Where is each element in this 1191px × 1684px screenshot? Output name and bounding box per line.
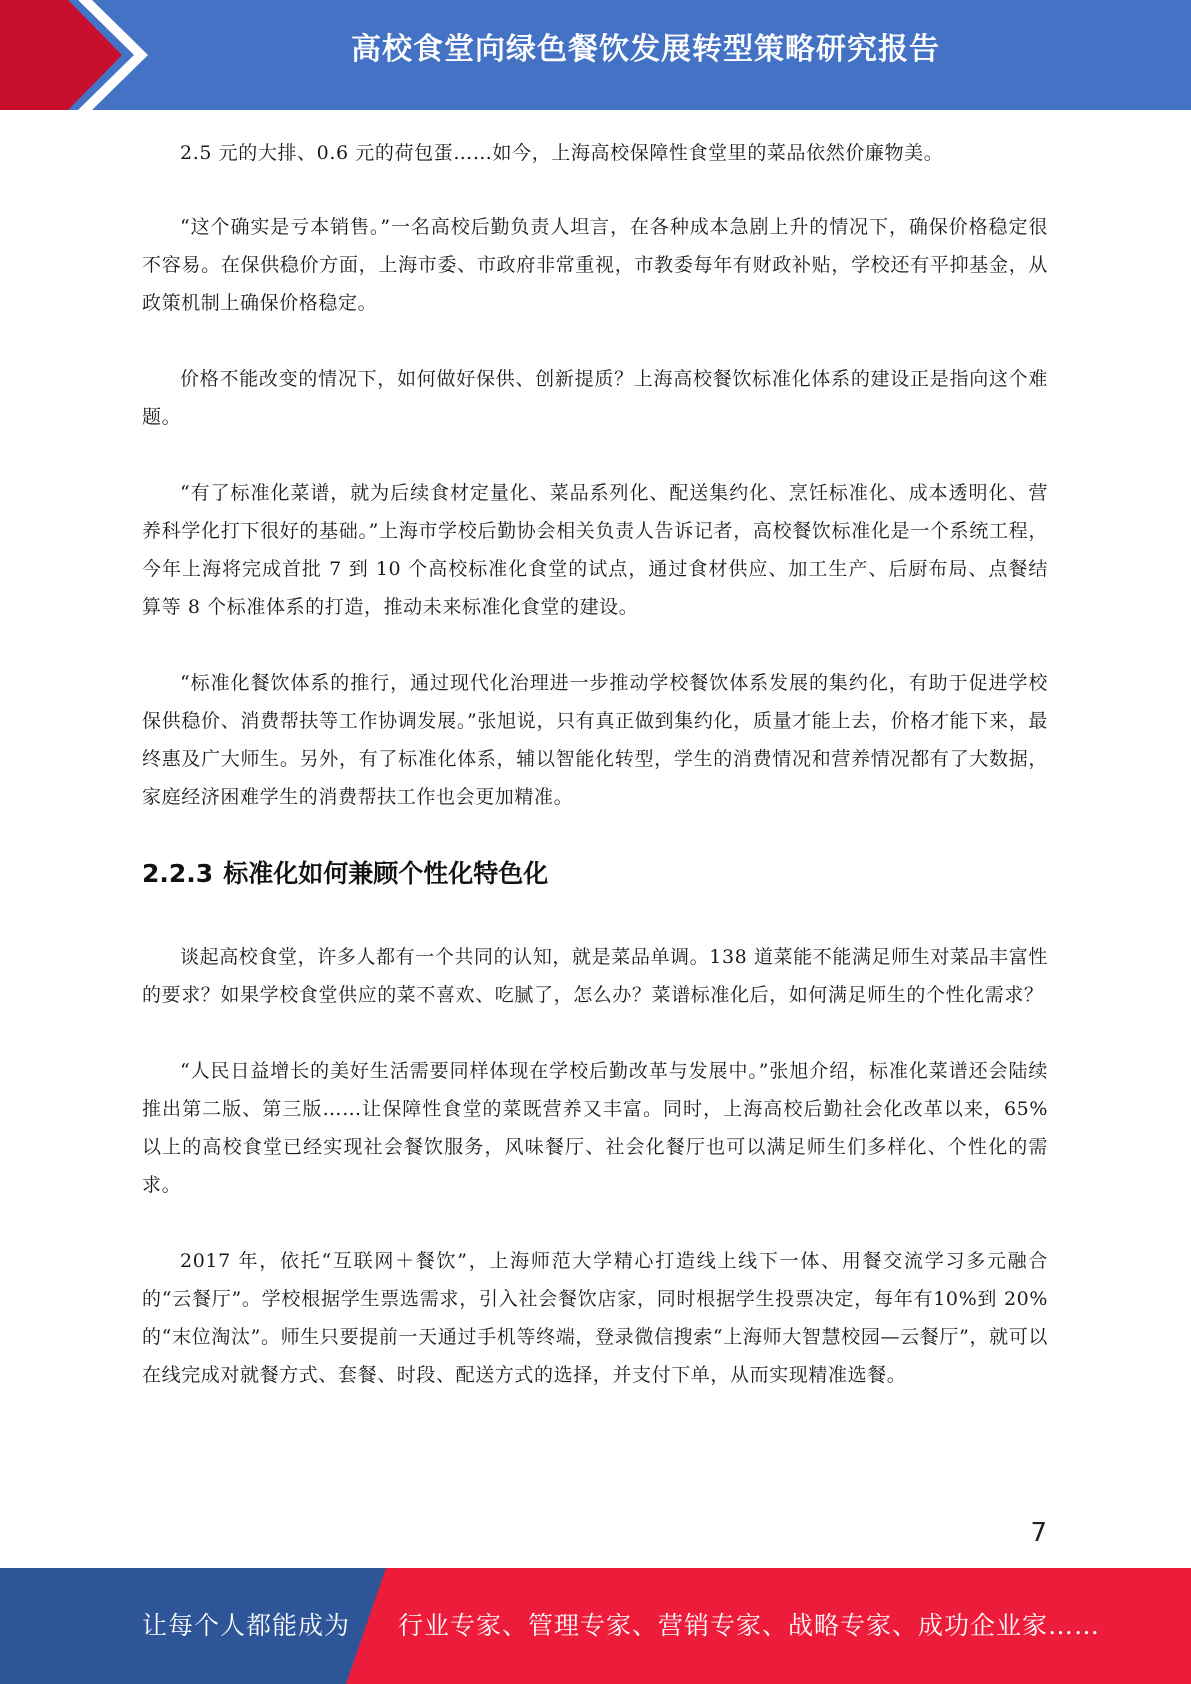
section-title: 标准化如何兼顾个性化特色化 — [223, 859, 549, 888]
paragraph: 谈起高校食堂，许多人都有一个共同的认知，就是菜品单调。138 道菜能不能满足师生对菜品丰富性的要求？如果学校食堂供应的菜不喜欢、吃腻了，怎么办？菜谱标准化后，如何满足师生的个性化需求？ — [142, 946, 1048, 1006]
page-number: 7 — [1030, 1518, 1047, 1548]
section-number: 2.2.3 — [142, 859, 214, 888]
paragraph: 2.5 元的大排、0.6 元的荷包蛋……如今，上海高校保障性食堂里的菜品依然价廉物美。 — [180, 142, 944, 164]
footer-slogan-right: 行业专家、管理专家、营销专家、战略专家、成功企业家…… — [398, 1611, 1101, 1640]
paragraph: “这个确实是亏本销售。”一名高校后勤负责人坦言，在各种成本急剧上升的情况下，确保价格稳定很不容易。在保供稳价方面，上海市委、市政府非常重视，市教委每年有财政补贴，学校还有平抑基金，从政策机制上确保价格稳定。 — [142, 216, 1048, 314]
report-title: 高校食堂向绿色餐饮发展转型策略研究报告 — [351, 32, 940, 67]
paragraph: “标准化餐饮体系的推行，通过现代化治理进一步推动学校餐饮体系发展的集约化，有助于促进学校保供稳价、消费帮扶等工作协调发展。”张旭说，只有真正做到集约化，质量才能上去，价格才能下来，最终惠及广大师生。另外，有了标准化体系，辅以智能化转型，学生的消费情况和营养情况都有了大数据，家庭经济困难学生的消费帮扶工作也会更加精准。 — [142, 672, 1048, 808]
paragraph: 价格不能改变的情况下，如何做好保供、创新提质？上海高校餐饮标准化体系的建设正是指向这个难题。 — [142, 368, 1048, 428]
header-arrow-decoration — [0, 0, 150, 110]
section-heading — [142, 854, 1048, 894]
page-footer — [0, 1568, 1191, 1684]
page-header — [0, 0, 1191, 110]
footer-slogan-left: 让每个人都能成为 — [142, 1611, 351, 1640]
paragraph: “有了标准化菜谱，就为后续食材定量化、菜品系列化、配送集约化、烹饪标准化、成本透明化、营养科学化打下很好的基础。”上海市学校后勤协会相关负责人告诉记者，高校餐饮标准化是一个系统工程，今年上海将完成首批 7 到 10 个高校标准化食堂的试点，通过食材供应、加工生产、后厨布局、点餐结算等 8 个标准体系的打造，推动未来标准化食堂的建设。 — [142, 482, 1048, 618]
document-body — [142, 134, 1048, 1432]
paragraph: 2017 年，依托“互联网＋餐饮”，上海师范大学精心打造线上线下一体、用餐交流学习多元融合的“云餐厅”。学校根据学生票选需求，引入社会餐饮店家，同时根据学生投票决定，每年有10%到 20%的“末位淘汰”。师生只要提前一天通过手机等终端，登录微信搜索“上海师大智慧校园—云餐厅”，就可以在线完成对就餐方式、套餐、时段、配送方式的选择，并支付下单，从而实现精准选餐。 — [142, 1250, 1048, 1386]
paragraph: “人民日益增长的美好生活需要同样体现在学校后勤改革与发展中。”张旭介绍，标准化菜谱还会陆续推出第二版、第三版……让保障性食堂的菜既营养又丰富。同时，上海高校后勤社会化改革以来，65%以上的高校食堂已经实现社会餐饮服务，风味餐厅、社会化餐厅也可以满足师生们多样化、个性化的需求。 — [142, 1060, 1048, 1196]
